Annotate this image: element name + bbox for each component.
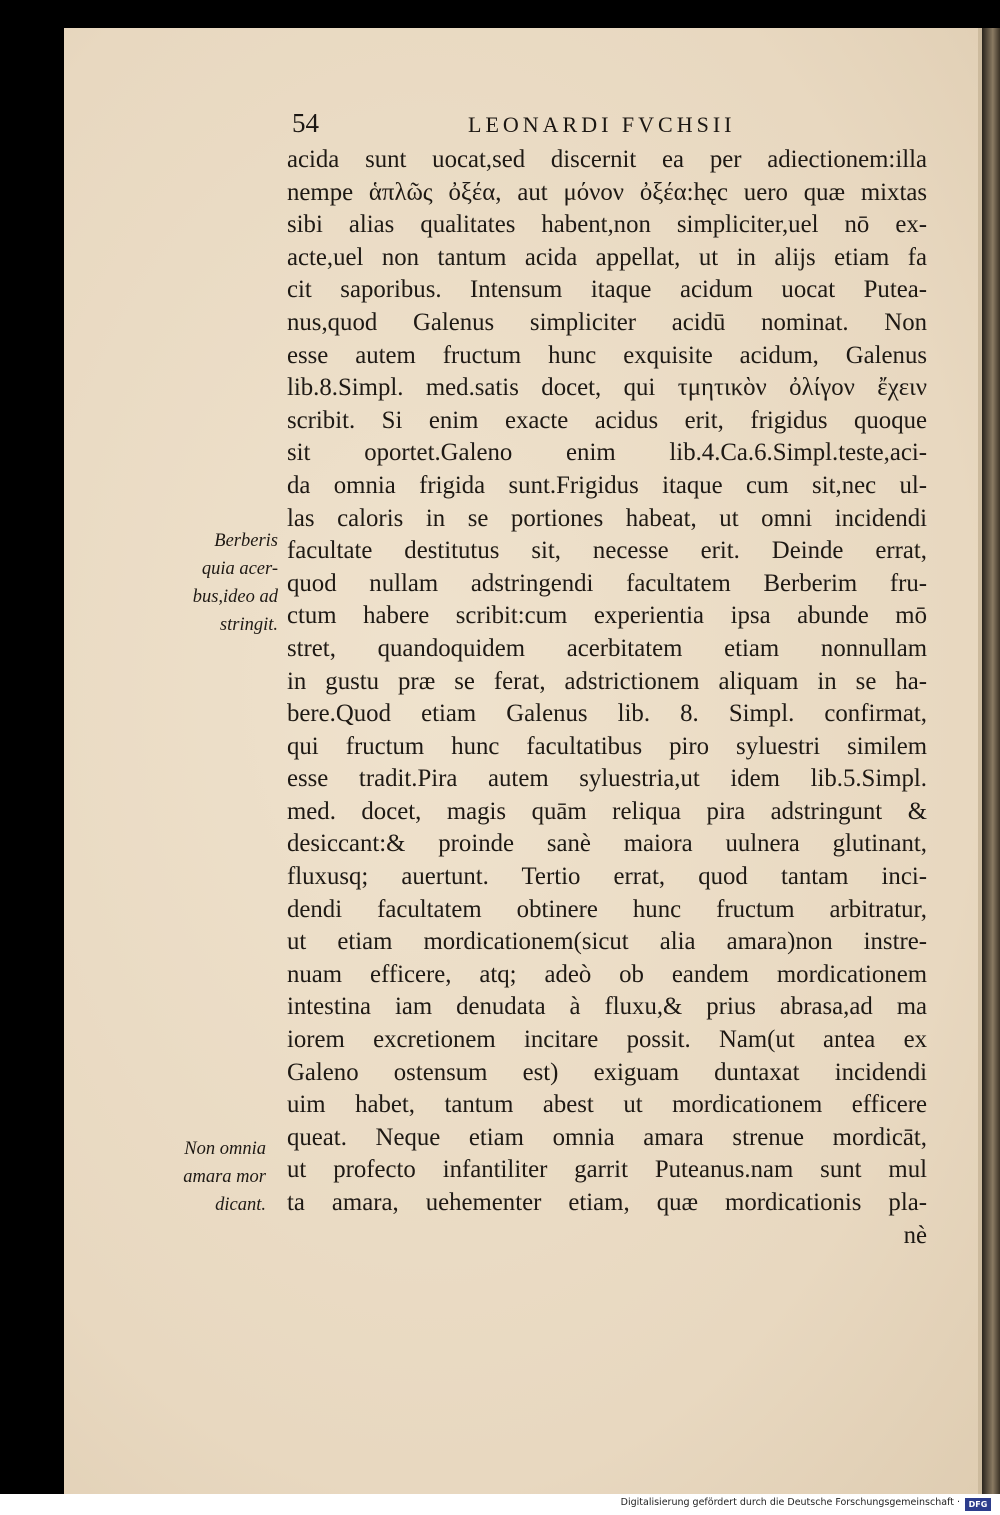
text-line: esse tradit.Pira autem syluestria,ut idem lib.5.Simpl. bbox=[287, 765, 927, 793]
text-line: nempe ἁπλῶς ὀξέα, aut μόνον ὀξέα:hęc uero quæ mixtas bbox=[287, 178, 927, 206]
marginal-note-berberis bbox=[160, 527, 278, 639]
text-line: med. docet, magis quām reliqua pira adstringunt & bbox=[287, 797, 927, 825]
text-line: iorem excretionem incitare possit. Nam(ut antea ex bbox=[287, 1026, 927, 1054]
running-head: LEONARDI FVCHSII bbox=[468, 112, 736, 137]
text-line: ut profecto infantiliter garrit Puteanus.nam sunt mul bbox=[287, 1156, 927, 1184]
text-line: sit oportet.Galeno enim lib.4.Ca.6.Simpl.teste,aci- bbox=[287, 439, 927, 467]
text-line: esse autem fructum hunc exquisite acidum, Galenus bbox=[287, 341, 927, 369]
text-line: quod nullam adstringendi facultatem Berberim fru- bbox=[287, 569, 927, 597]
text-line: da omnia frigida sunt.Frigidus itaque cum sit,nec ul- bbox=[287, 471, 927, 499]
marginal-note-amara bbox=[160, 1135, 266, 1219]
text-line: desiccant:& proinde sanè maiora uulnera glutinant, bbox=[287, 830, 927, 858]
text-line: sibi alias qualitates habent,non simpliciter,uel nō ex- bbox=[287, 211, 927, 239]
text-line: qui fructum hunc facultatibus piro syluestri similem bbox=[287, 732, 927, 760]
text-line: Galeno ostensum est) exiguam duntaxat incidendi bbox=[287, 1058, 927, 1086]
dfg-logo-icon: DFG bbox=[965, 1498, 991, 1511]
text-line: dendi facultatem obtinere hunc fructum arbitratur, bbox=[287, 895, 927, 923]
text-line: scribit. Si enim exacte acidus erit, frigidus quoque bbox=[287, 406, 927, 434]
text-line: uim habet, tantum abest ut mordicationem efficere bbox=[287, 1091, 927, 1119]
page-number: 54 bbox=[292, 108, 319, 138]
page-header bbox=[292, 108, 932, 142]
marginal-note-line: Berberis bbox=[214, 531, 278, 551]
marginal-note-line: Non omnia bbox=[184, 1139, 266, 1159]
text-line: stret, quandoquidem acerbitatem etiam nonnullam bbox=[287, 634, 927, 662]
text-line: acida sunt uocat,sed discernit ea per adiectionem:illa bbox=[287, 146, 927, 173]
marginal-note-line: dicant. bbox=[215, 1195, 266, 1215]
marginal-note-line: quia acer- bbox=[201, 559, 278, 579]
text-line: intestina iam denudata à fluxu,& prius abrasa,ad ma bbox=[287, 993, 927, 1021]
text-line: fluxusq; auertunt. Tertio errat, quod tantam inci- bbox=[287, 863, 927, 891]
text-line: bere.Quod etiam Galenus lib. 8. Simpl. confirmat, bbox=[287, 700, 927, 728]
next-page-edge bbox=[982, 28, 1000, 1494]
footer-bar bbox=[0, 1494, 1000, 1515]
text-line: acte,uel non tantum acida appellat, ut in alijs etiam fa bbox=[287, 243, 927, 271]
body-text bbox=[287, 144, 927, 1252]
text-line: nus,quod Galenus simpliciter acidū nominat. Non bbox=[287, 308, 927, 336]
text-line: ta amara, uehementer etiam, quæ mordicationis pla- bbox=[287, 1189, 927, 1216]
text-line: cit saporibus. Intensum itaque acidum uocat Putea- bbox=[287, 276, 927, 304]
catchword: nè bbox=[903, 1221, 927, 1249]
funding-credit: Digitalisierung gefördert durch die Deutsche Forschungsgemeinschaft · bbox=[620, 1497, 960, 1508]
text-line: las caloris in se portiones habeat, ut omni incidendi bbox=[287, 504, 927, 532]
text-line: lib.8.Simpl. med.satis docet, qui τμητικὸν ὀλίγον ἔχειν bbox=[287, 374, 927, 402]
text-line: ut etiam mordicationem(sicut alia amara)non instre- bbox=[287, 928, 927, 956]
text-line: ctum habere scribit:cum experientia ipsa abunde mō bbox=[287, 602, 927, 630]
text-line: queat. Neque etiam omnia amara strenue mordicāt, bbox=[287, 1123, 927, 1151]
marginal-note-line: stringit. bbox=[219, 615, 278, 635]
marginal-note-line: amara mor bbox=[183, 1167, 266, 1187]
text-line: nuam efficere, atq; adeò ob eandem mordicationem bbox=[287, 960, 927, 988]
text-line: in gustu præ se ferat, adstrictionem aliquam in se ha- bbox=[287, 667, 927, 695]
text-line: facultate destitutus sit, necesse erit. Deinde errat, bbox=[287, 537, 927, 565]
marginal-note-line: bus,ideo ad bbox=[192, 587, 278, 607]
